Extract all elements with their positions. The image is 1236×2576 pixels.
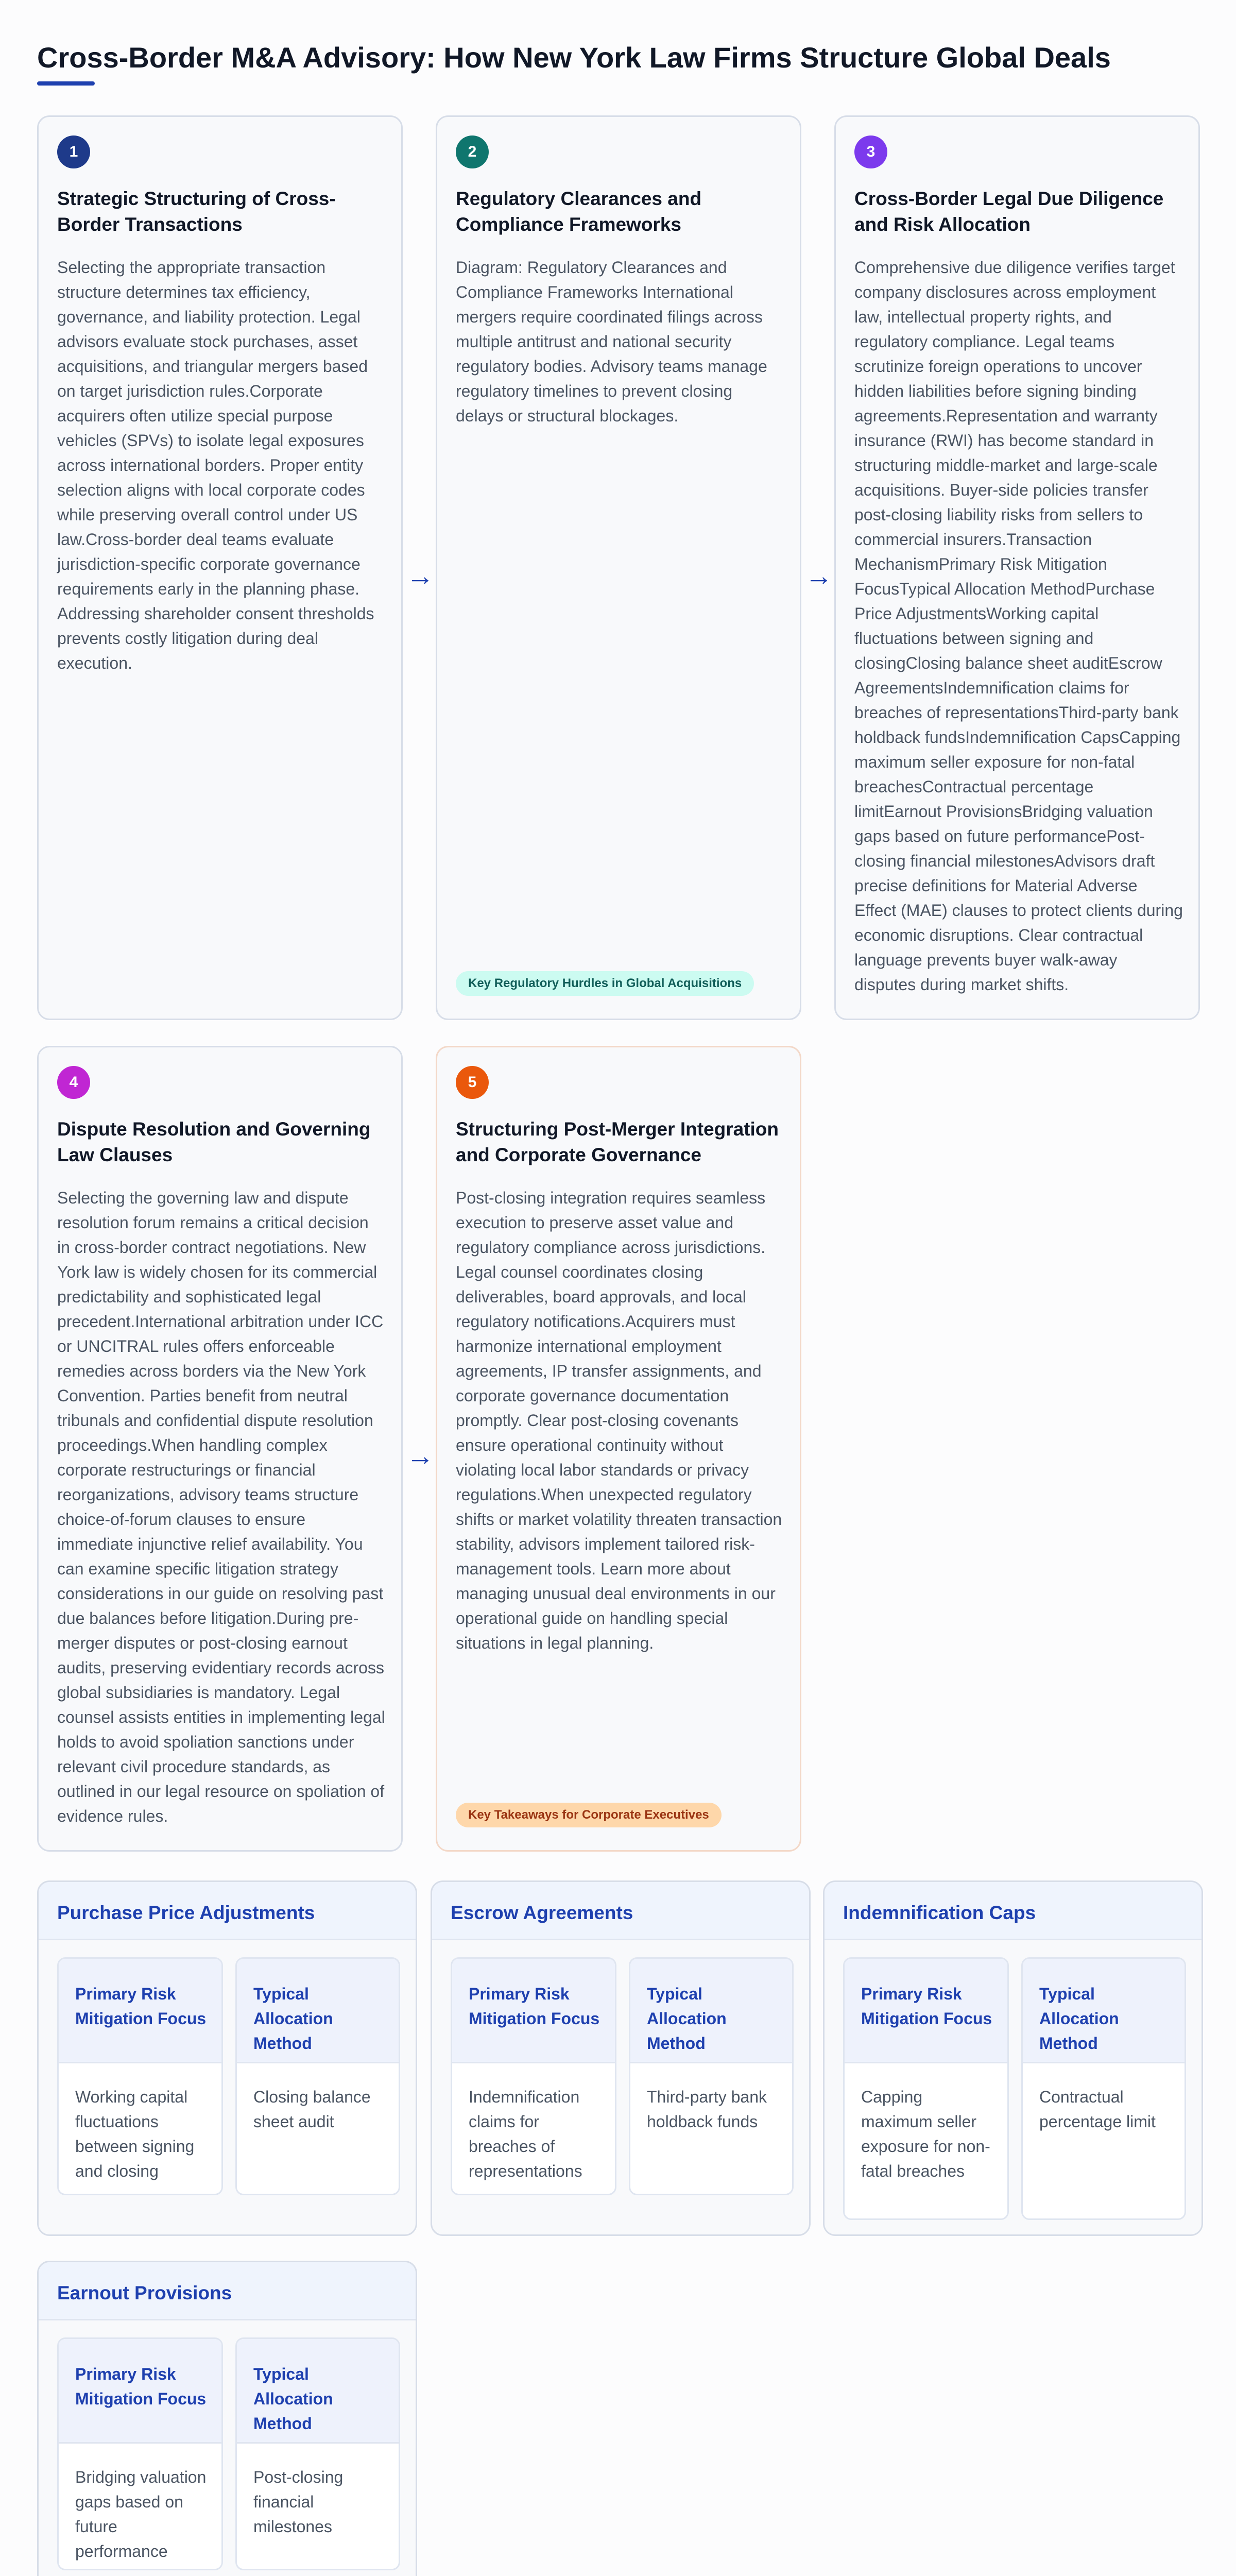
mechanism-header	[39, 1882, 416, 1940]
step-number-badge: 2	[456, 135, 489, 168]
step-body: Diagram: Regulatory Clearances and Compliance Frameworks International mergers require coordinated filings across multiple antitrust and national security regulatory bodies. Advisory teams manage regulatory timelines to prevent closing delays or structural blockages.	[456, 258, 767, 425]
focus-cell	[57, 1957, 223, 2195]
page-title: Cross-Border M&A Advisory: How New York Law Firms Structure Global Deals	[37, 41, 1111, 74]
step-body: Post-closing integration requires seamless execution to preserve asset value and regulatory compliance across jurisdictions. Legal counsel coordinates closing deliverables, board approvals, and local regulatory notifications.Acquirers must harmonize international employment agreements, IP transfer assignments, and corporate governance documentation promptly. Clear post-closing covenants ensure operational continuity without violating local labor standards or privacy regulations.When unexpected regulatory shifts or market volatility threaten transaction stability, advisors implement tailored risk-management tools. Learn more about managing unusual deal environments in our operational guide on handling special situations in legal planning.	[456, 1189, 782, 1652]
focus-value: Indemnification claims for breaches of representations	[469, 2088, 582, 2180]
focus-label: Primary Risk Mitigation Focus	[469, 1985, 600, 2028]
method-label: Typical Allocation Method	[253, 1985, 333, 2053]
focus-value: Working capital fluctuations between signing and closing	[75, 2088, 195, 2180]
step-number-badge: 3	[854, 135, 887, 168]
method-cell	[235, 1957, 400, 2195]
mechanism-card-earnout	[37, 2261, 417, 2576]
mechanism-header	[39, 2262, 416, 2320]
step-card-1	[37, 115, 403, 1020]
focus-cell-header	[452, 1959, 615, 2063]
method-label: Typical Allocation Method	[1039, 1985, 1119, 2053]
step-body: Selecting the appropriate transaction structure determines tax efficiency, governance, and liability protection. Legal advisors evaluate stock purchases, asset acquisitions, and triangular mergers based on target jurisdiction rules.Corporate acquirers often utilize special purpose vehicles (SPVs) to isolate legal exposures across international borders. Proper entity selection aligns with local corporate codes while preserving overall control under US law.Cross-border deal teams evaluate jurisdiction-specific corporate governance requirements early in the planning phase. Addressing shareholder consent thresholds prevents costly litigation during deal execution.	[57, 258, 374, 672]
mechanism-header	[432, 1882, 809, 1940]
step-card-2	[436, 115, 801, 1020]
mechanism-card-indemnification	[823, 1880, 1203, 2236]
method-cell	[235, 2337, 400, 2570]
method-cell	[629, 1957, 794, 2195]
step-title: Cross-Border Legal Due Diligence and Risk Allocation	[854, 188, 1164, 235]
flow-arrow-icon: →	[406, 1440, 434, 1471]
method-cell-header	[1023, 1959, 1184, 2063]
focus-label: Primary Risk Mitigation Focus	[861, 1985, 992, 2028]
mechanism-title: Escrow Agreements	[451, 1902, 633, 1923]
flow-arrow-icon: →	[805, 561, 833, 591]
focus-value: Capping maximum seller exposure for non-fatal breaches	[861, 2088, 990, 2180]
step-title: Dispute Resolution and Governing Law Clauses	[57, 1118, 371, 1165]
key-hurdles-tag[interactable]: Key Regulatory Hurdles in Global Acquisitions	[456, 971, 754, 996]
focus-value: Bridging valuation gaps based on future performance	[75, 2468, 207, 2561]
step-number-badge: 4	[57, 1066, 90, 1099]
method-label: Typical Allocation Method	[647, 1985, 727, 2053]
method-value: Contractual percentage limit	[1039, 2088, 1156, 2131]
flow-arrow-icon: →	[406, 561, 434, 591]
step-title: Structuring Post-Merger Integration and Corporate Governance	[456, 1118, 779, 1165]
method-cell-header	[630, 1959, 792, 2063]
title-underline	[37, 81, 95, 86]
step-title: Regulatory Clearances and Compliance Frameworks	[456, 188, 702, 235]
step-body: Comprehensive due diligence verifies target company disclosures across employment law, intellectual property rights, and regulatory compliance. Legal teams scrutinize foreign operations to uncover hidden liabilities before signing binding agreements.Representation and warranty insurance (RWI) has become standard in structuring middle-market and large-scale acquisitions. Buyer-side policies transfer post-closing liability risks from sellers to commercial insurers.Transaction MechanismPrimary Risk Mitigation FocusTypical Allocation MethodPurchase Price AdjustmentsWorking capital fluctuations between signing and closingClosing balance sheet auditEscrow AgreementsIndemnification claims for breaches of representationsThird-party bank holdback fundsIndemnification CapsCapping maximum seller exposure for non-fatal breachesContractual percentage limitEarnout ProvisionsBridging valuation gaps based on future performancePost-closing financial milestonesAdvisors draft precise definitions for Material Adverse Effect (MAE) clauses to protect clients during economic disruptions. Clear contractual language prevents buyer walk-away disputes during market shifts.	[854, 258, 1183, 994]
mechanism-title: Earnout Provisions	[57, 2282, 232, 2303]
focus-cell-header	[59, 1959, 221, 2063]
method-cell-header	[237, 1959, 399, 2063]
method-value: Closing balance sheet audit	[253, 2088, 371, 2131]
step-title: Strategic Structuring of Cross-Border Transactions	[57, 188, 336, 235]
mechanism-card-escrow	[431, 1880, 811, 2236]
focus-label: Primary Risk Mitigation Focus	[75, 2365, 207, 2408]
method-cell	[1021, 1957, 1186, 2220]
focus-cell-header	[59, 2339, 221, 2444]
step-card-5	[436, 1046, 801, 1852]
focus-cell	[843, 1957, 1009, 2220]
mechanism-title: Indemnification Caps	[843, 1902, 1036, 1923]
focus-cell	[57, 2337, 223, 2570]
step-body: Selecting the governing law and dispute resolution forum remains a critical decision in cross-border contract negotiations. New York law is widely chosen for its commercial predictability and sophisticated legal precedent.International arbitration under ICC or UNCITRAL rules offers enforceable remedies across borders via the New York Convention. Parties benefit from neutral tribunals and confidential dispute resolution proceedings.When handling complex corporate restructurings or financial reorganizations, advisory teams structure choice-of-forum clauses to ensure immediate injunctive relief availability. You can examine specific litigation strategy considerations in our guide on resolving past due balances before litigation.During pre-merger disputes or post-closing earnout audits, preserving evidentiary records across global subsidiaries is mandatory. Legal counsel assists entities in implementing legal holds to avoid spoliation sanctions under relevant civil procedure standards, as outlined in our legal resource on spoliation of evidence rules.	[57, 1189, 385, 1825]
focus-cell-header	[845, 1959, 1007, 2063]
focus-cell	[451, 1957, 616, 2195]
method-label: Typical Allocation Method	[253, 2365, 333, 2433]
mechanism-header	[825, 1882, 1201, 1940]
mechanism-card-purchase-price	[37, 1880, 417, 2236]
method-cell-header	[237, 2339, 399, 2444]
step-card-4	[37, 1046, 403, 1852]
step-card-3	[834, 115, 1200, 1020]
step-number-badge: 1	[57, 135, 90, 168]
focus-label: Primary Risk Mitigation Focus	[75, 1985, 207, 2028]
mechanism-title: Purchase Price Adjustments	[57, 1902, 315, 1923]
step-number-badge: 5	[456, 1066, 489, 1099]
key-takeaways-tag[interactable]: Key Takeaways for Corporate Executives	[456, 1803, 722, 1827]
method-value: Third-party bank holdback funds	[647, 2088, 767, 2131]
method-value: Post-closing financial milestones	[253, 2468, 344, 2536]
